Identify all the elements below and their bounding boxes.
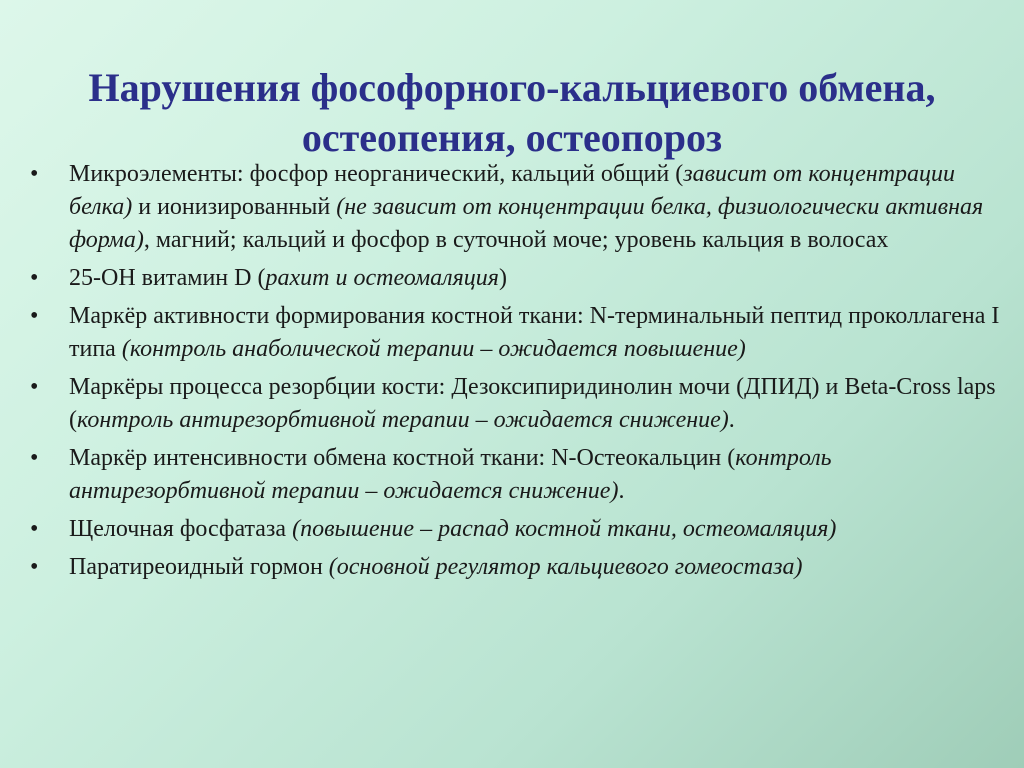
bullet-text: Маркёры процесса резорбции кости: Дезоксипиридинолин мочи (ДПИД) и Beta-Cross laps ( xyxy=(69,374,996,433)
bullet-item-alkaline-phosphatase xyxy=(30,513,1005,546)
slide-title xyxy=(20,63,1004,163)
bullet-item-resorption-markers xyxy=(30,371,1005,437)
title-line-1: Нарушения фософорного-кальциевого обмена, xyxy=(88,64,936,110)
bullet-note: (повышение – распад костной ткани, остеомаляция) xyxy=(292,516,837,542)
bullet-item-turnover-marker xyxy=(30,442,1005,508)
bullet-marker: • xyxy=(30,303,39,329)
bullet-text: и ионизированный xyxy=(132,194,337,220)
bullet-item-vitamin-d xyxy=(30,262,1005,295)
bullet-marker: • xyxy=(30,265,39,291)
bullet-note: контроль антирезорбтивной терапии – ожидается снижение) xyxy=(69,445,832,504)
bullet-marker: • xyxy=(30,554,39,580)
bullet-text: . xyxy=(618,478,625,504)
bullet-text: Маркёр активности формирования костной ткани: N-терминальный пептид проколлагена I типа xyxy=(69,303,1000,362)
bullet-note: контроль антирезорбтивной терапии – ожидается снижение) xyxy=(77,407,729,433)
bullet-text: Маркёр интенсивности обмена костной ткани: N-Остеокальцин ( xyxy=(69,445,736,471)
bullet-marker: • xyxy=(30,445,39,471)
bullet-item-formation-marker xyxy=(30,300,1005,366)
bullet-list xyxy=(30,158,1005,589)
bullet-note: (не зависит от концентрации белка, физиологически активная форма) xyxy=(69,194,984,253)
bullet-note: зависит от концентрации белка) xyxy=(69,161,956,220)
bullet-marker: • xyxy=(30,516,39,542)
bullet-text: Паратиреоидный гормон xyxy=(69,554,329,580)
bullet-text: Щелочная фосфатаза xyxy=(69,516,293,542)
bullet-item-parathyroid-hormone xyxy=(30,551,1005,584)
bullet-note: рахит и остеомаляция xyxy=(265,265,499,291)
bullet-marker: • xyxy=(30,374,39,400)
bullet-text: Микроэлементы: фосфор неорганический, кальций общий ( xyxy=(69,161,684,187)
bullet-item-microelements xyxy=(30,158,1005,257)
bullet-marker: • xyxy=(30,161,39,187)
bullet-text: ) xyxy=(498,265,507,291)
title-line-2: остеопения, остеопороз xyxy=(301,114,723,160)
bullet-text: . xyxy=(728,407,735,433)
bullet-text: 25-ОН витамин D ( xyxy=(69,265,266,291)
bullet-note: (контроль анаболической терапии – ожидается повышение) xyxy=(121,336,746,362)
bullet-text: , магний; кальций и фосфор в суточной моче; уровень кальция в волосах xyxy=(143,227,889,253)
bullet-note: (основной регулятор кальциевого гомеостаза) xyxy=(328,554,803,580)
